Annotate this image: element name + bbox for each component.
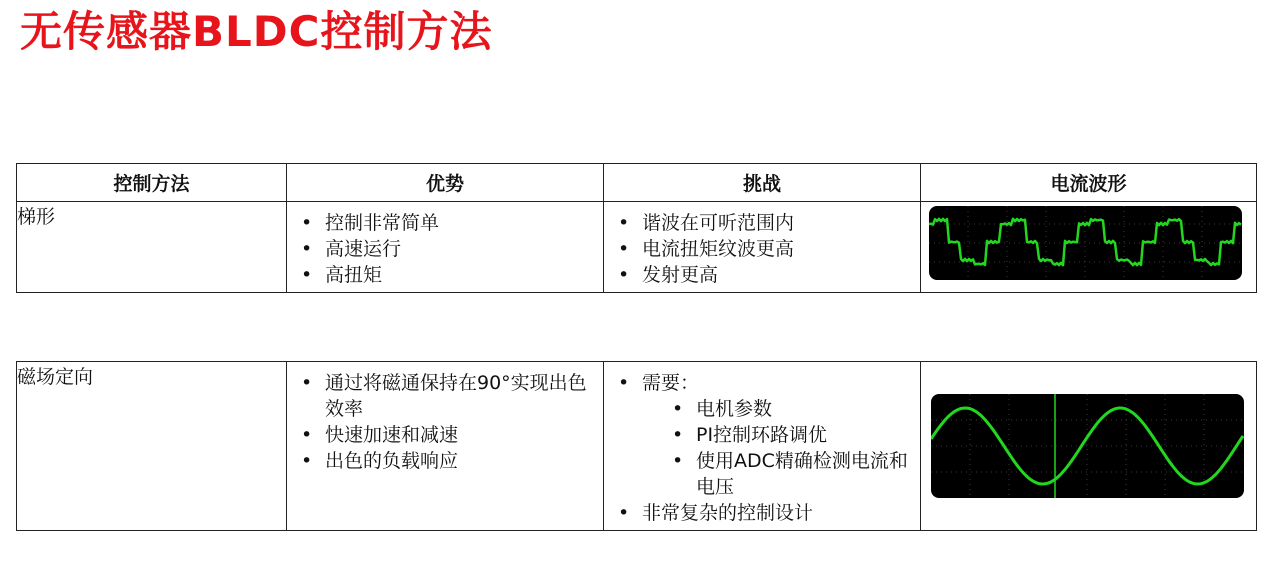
advantages-list <box>287 202 603 292</box>
header-waveform: 电流波形 <box>921 164 1257 202</box>
waveform-cell <box>921 362 1257 531</box>
advantages-list <box>287 362 603 478</box>
sub-list-item: • 电机参数 <box>672 396 920 422</box>
list-item: • 高扭矩 <box>301 262 603 288</box>
challenges-list <box>604 202 920 292</box>
challenges-cell <box>604 202 921 293</box>
advantages-cell <box>287 202 604 293</box>
challenges-cell <box>604 362 921 531</box>
needs-intro: 需要： <box>642 372 700 394</box>
list-item: • 发射更高 <box>618 262 920 288</box>
method-field-oriented: 磁场定向 <box>17 362 287 531</box>
list-item: • 快速加速和减速 <box>301 422 603 448</box>
sub-list-item: • PI控制环路调优 <box>672 422 920 448</box>
challenges-list <box>604 362 920 530</box>
sub-list-item: • 使用ADC精确检测电流和电压 <box>672 448 920 500</box>
list-item: • 高速运行 <box>301 236 603 262</box>
page-title: 无传感器BLDC控制方法 <box>20 7 493 56</box>
table-row <box>17 362 1257 531</box>
list-item: • 通过将磁通保持在90°实现出色效率 <box>301 370 603 422</box>
list-item: • 控制非常简单 <box>301 210 603 236</box>
list-item: • 出色的负载响应 <box>301 448 603 474</box>
waveform-cell <box>921 202 1257 293</box>
comparison-table-header-and-trapezoidal <box>16 163 1257 293</box>
method-trapezoidal: 梯形 <box>17 202 287 293</box>
header-challenges: 挑战 <box>604 164 921 202</box>
trapezoidal-current-waveform-icon <box>929 206 1242 280</box>
scope-grid <box>931 394 1244 498</box>
needs-sublist <box>642 396 920 500</box>
header-advantages: 优势 <box>287 164 604 202</box>
list-item: • 电流扭矩纹波更高 <box>618 236 920 262</box>
list-item: • 非常复杂的控制设计 <box>618 500 920 526</box>
list-item <box>618 370 920 500</box>
list-item: • 谐波在可听范围内 <box>618 210 920 236</box>
table-row <box>17 202 1257 293</box>
scope-grid <box>929 206 1242 280</box>
sinusoidal-current-waveform-icon <box>931 394 1244 498</box>
advantages-cell <box>287 362 604 531</box>
comparison-table-foc <box>16 361 1257 531</box>
header-method: 控制方法 <box>17 164 287 202</box>
table-header-row <box>17 164 1257 202</box>
